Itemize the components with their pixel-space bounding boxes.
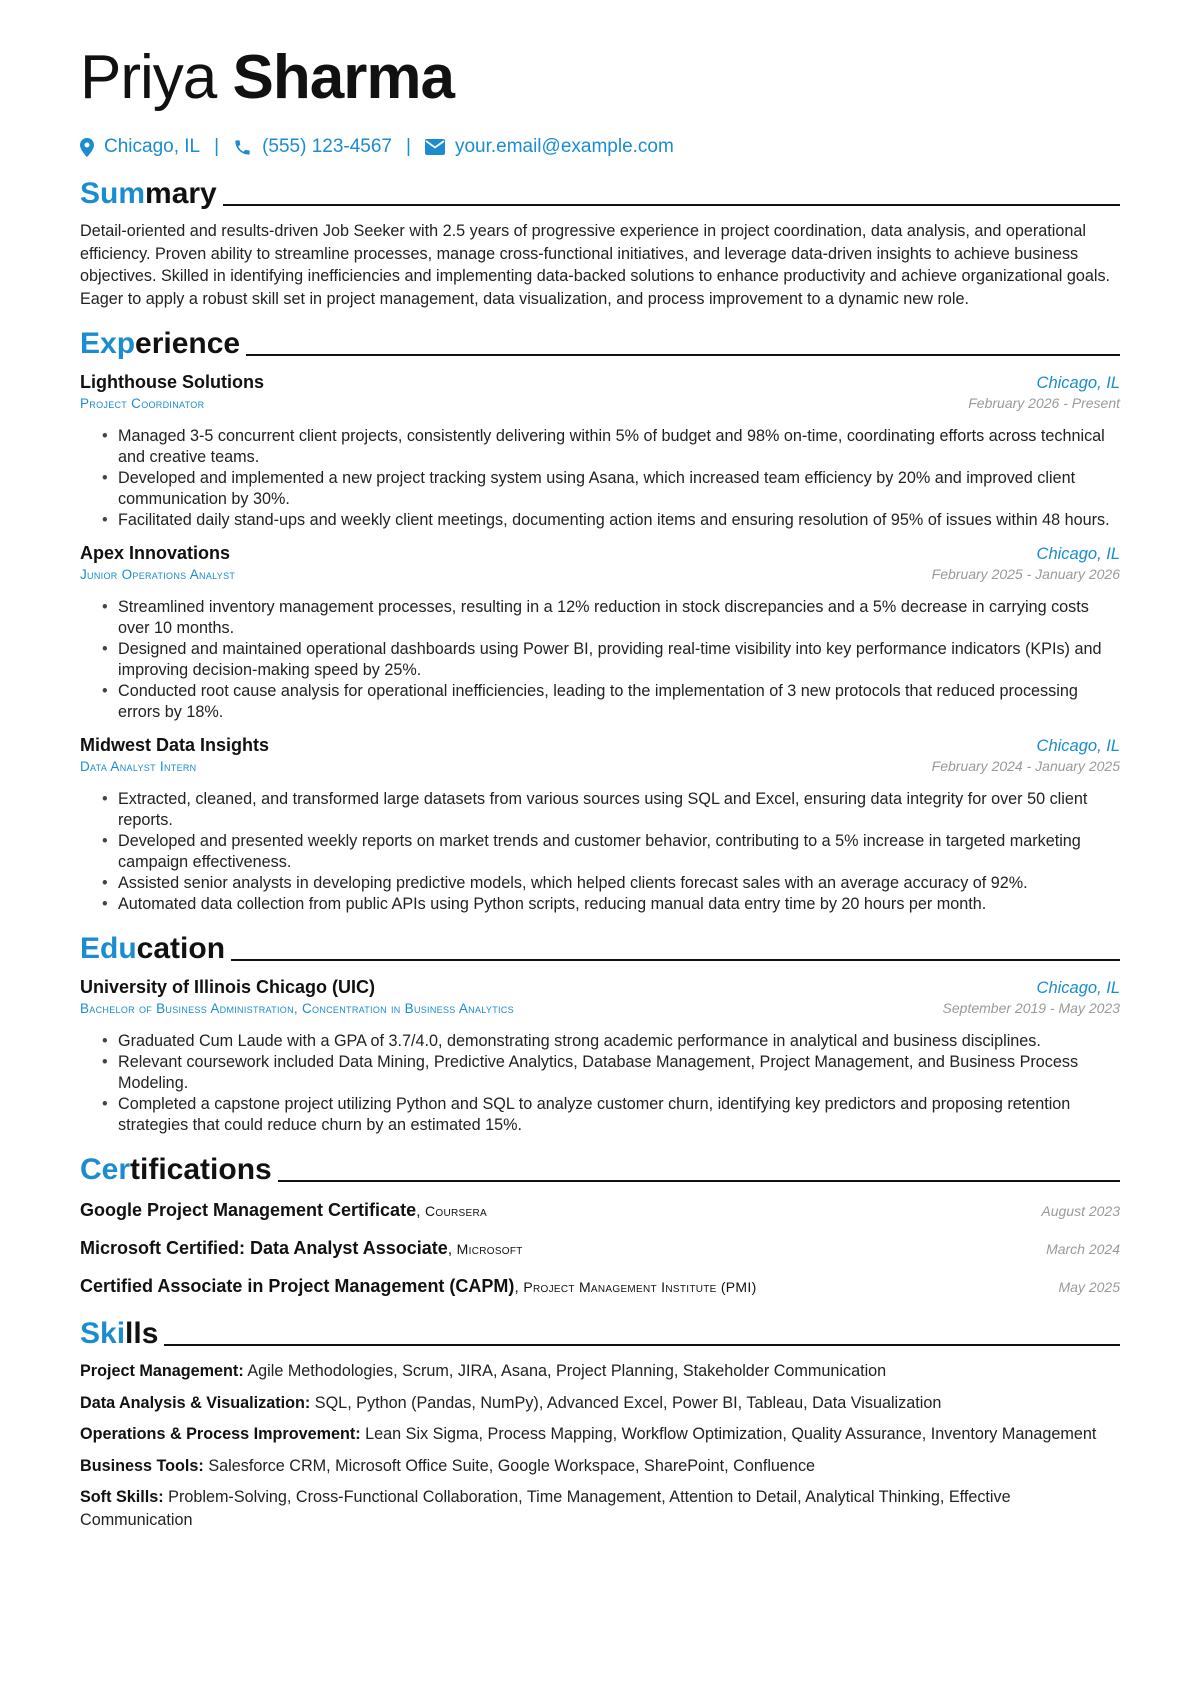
experience-entry [80, 733, 1120, 915]
certification-issuer: Coursera [424, 1203, 487, 1219]
job-dates: February 2025 - January 2026 [931, 566, 1120, 582]
candidate-name [80, 40, 1120, 116]
school-name: University of Illinois Chicago (UIC) [80, 977, 376, 997]
list-item: • Graduated Cum Laude with a GPA of 3.7/4.0, demonstrating strong academic performance in analytical and business disciplines. [102, 1031, 1120, 1052]
skill-label: Soft Skills: [80, 1488, 164, 1506]
certification-comma: , [416, 1203, 421, 1220]
list-item: • Developed and presented weekly reports on market trends and customer behavior, contributing to a 5% increase in targeted marketing campaign effectiveness. [102, 831, 1120, 873]
list-item: • Designed and maintained operational dashboards using Power BI, providing real-time visibility into key performance indicators (KPIs) and improving decision-making speed by 25%. [102, 639, 1120, 681]
employer-name: Apex Innovations [80, 543, 231, 563]
email-link: your.email@example.com [454, 136, 674, 157]
list-item: • Managed 3-5 concurrent client projects, consistently delivering within 5% of budget and 98% on-time, coordinating efforts across technical and creative teams. [102, 426, 1120, 468]
school-location: Chicago, IL [1036, 979, 1120, 997]
first-name: Priya [80, 43, 217, 112]
section-rule [246, 354, 1120, 356]
experience-entry [80, 541, 1120, 723]
map-pin-icon [80, 138, 94, 157]
summary-text: Detail-oriented and results-driven Job Seeker with 2.5 years of progressive experience in project coordination, data analysis, and operational efficiency. Proven ability to streamline processes, manage cross-functional initiatives, and leverage data-driven insights to achieve business objectives. Skilled in identifying inefficiencies and implementing data-backed solutions to enhance productivity and achieve organizational goals. Eager to apply a robust skill set in project management, data visualization, and process improvement to a dynamic new role. [80, 222, 1111, 308]
certification-comma: , [447, 1241, 453, 1258]
location-text: Chicago, IL [104, 136, 201, 157]
job-dates: February 2026 - Present [968, 395, 1120, 411]
phone-text: (555) 123-4567 [262, 136, 392, 157]
skill-group [80, 1392, 1120, 1415]
list-item: • Automated data collection from public APIs using Python scripts, reducing manual data entry time by 20 hours per month. [102, 894, 1120, 915]
achievement-list [102, 426, 1120, 531]
employer-location: Chicago, IL [1036, 545, 1120, 563]
skill-values: Salesforce CRM, Microsoft Office Suite, Google Workspace, SharePoint, Confluence [208, 1456, 816, 1475]
list-item: • Completed a capstone project utilizing Python and SQL to analyze customer churn, identifying key predictors and proposing retention strategies that could reduce churn by an estimated 15%. [102, 1094, 1120, 1136]
skill-group [80, 1423, 1120, 1446]
job-title: Junior Operations Analyst [80, 567, 236, 582]
envelope-icon [425, 139, 445, 155]
section-title: Certifications [80, 1153, 272, 1186]
contact-line [80, 134, 1120, 160]
section-rule [231, 959, 1120, 961]
list-item: • Developed and implemented a new project tracking system using Asana, which increased team efficiency by 20% and improved client communication by 30%. [102, 468, 1120, 510]
certification-item [80, 1274, 1120, 1300]
section-title: Skills [80, 1317, 159, 1350]
achievement-list [102, 1031, 1120, 1136]
skill-group [80, 1486, 1120, 1531]
education-entry [80, 975, 1120, 1136]
certification-comma: , [514, 1279, 519, 1296]
contact-location [80, 136, 200, 158]
employer-location: Chicago, IL [1036, 737, 1120, 755]
education-dates: September 2019 - May 2023 [942, 1000, 1120, 1016]
skill-label: Project Management: [80, 1362, 244, 1380]
certification-item [80, 1236, 1120, 1262]
certification-date: August 2023 [1041, 1203, 1120, 1219]
skill-values: Problem-Solving, Cross-Functional Collaboration, Time Management, Attention to Detail, Analytical Thinking, Effective Communication [80, 1488, 1011, 1529]
job-dates: February 2024 - January 2025 [931, 758, 1120, 774]
certification-issuer: Project Management Institute (PMI) [523, 1279, 757, 1295]
experience-entry [80, 370, 1120, 531]
achievement-list [102, 597, 1120, 723]
job-title: Project Coordinator [80, 396, 205, 411]
certification-name: Certified Associate in Project Management (CAPM) [80, 1276, 515, 1296]
list-item: • Extracted, cleaned, and transformed large datasets from various sources using SQL and Excel, ensuring data integrity for over 50 client reports. [102, 789, 1120, 831]
contact-phone[interactable] [233, 136, 392, 158]
employer-name: Midwest Data Insights [80, 735, 270, 755]
certification-name: Microsoft Certified: Data Analyst Associate [80, 1238, 448, 1258]
certification-item [80, 1198, 1120, 1224]
section-rule [278, 1180, 1120, 1182]
section-rule [223, 204, 1120, 206]
skills-list [80, 1360, 1120, 1531]
contact-separator: | [214, 136, 220, 157]
certification-date: March 2024 [1046, 1241, 1120, 1257]
skill-values: SQL, Python (Pandas, NumPy), Advanced Excel, Power BI, Tableau, Data Visualization [314, 1393, 942, 1412]
list-item: • Facilitated daily stand-ups and weekly client meetings, documenting action items and ensuring resolution of 95% of issues within 48 hours. [102, 510, 1120, 531]
skill-values: Lean Six Sigma, Process Mapping, Workflow Optimization, Quality Assurance, Inventory Management [365, 1425, 1097, 1443]
list-item: • Relevant coursework included Data Mining, Predictive Analytics, Database Management, Project Management, and Business Process Modeling. [102, 1052, 1120, 1094]
phone-icon [233, 138, 252, 157]
employer-location: Chicago, IL [1036, 374, 1120, 392]
section-experience-heading [80, 324, 1120, 360]
contact-separator: | [406, 136, 411, 157]
job-title: Data Analyst Intern [80, 759, 197, 774]
section-summary-heading [80, 174, 1120, 210]
list-item: • Conducted root cause analysis for operational inefficiencies, leading to the implementation of 3 new protocols that reduced processing errors by 18%. [102, 681, 1120, 723]
section-certifications-heading [80, 1150, 1120, 1186]
degree-title: Bachelor of Business Administration, Concentration in Business Analytics [80, 1001, 514, 1016]
last-name: Sharma [232, 43, 454, 112]
contact-email[interactable] [425, 136, 674, 158]
section-education-heading [80, 929, 1120, 965]
certification-name: Google Project Management Certificate [80, 1200, 417, 1220]
section-skills-heading [80, 1314, 1120, 1350]
list-item: • Assisted senior analysts in developing predictive models, which helped clients forecast sales with an average accuracy of 92%. [102, 873, 1120, 894]
skill-group [80, 1360, 1120, 1383]
skill-group [80, 1455, 1120, 1478]
employer-name: Lighthouse Solutions [80, 372, 264, 392]
certification-issuer: Microsoft [456, 1241, 523, 1257]
certification-date: May 2025 [1058, 1279, 1120, 1295]
section-rule [164, 1344, 1120, 1346]
achievement-list [102, 789, 1120, 915]
skill-values: Agile Methodologies, Scrum, JIRA, Asana, Project Planning, Stakeholder Communication [247, 1362, 887, 1380]
skill-label: Data Analysis & Visualization: [80, 1393, 311, 1412]
list-item: • Streamlined inventory management processes, resulting in a 12% reduction in stock discrepancies and a 5% decrease in carrying costs over 10 months. [102, 597, 1120, 639]
section-title: Experience [80, 327, 241, 360]
skill-label: Operations & Process Improvement: [80, 1425, 361, 1443]
section-title: Summary [80, 177, 217, 210]
section-title: Education [80, 932, 226, 965]
skill-label: Business Tools: [80, 1456, 204, 1475]
